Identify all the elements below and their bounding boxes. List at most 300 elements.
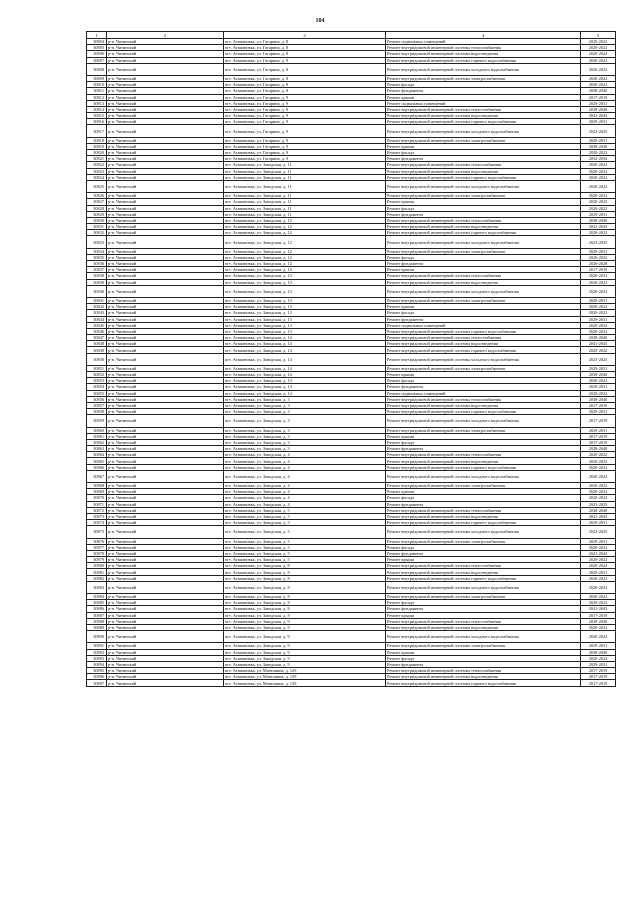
row-number-cell: 30822 — [87, 162, 107, 168]
row-number-cell: 30814 — [87, 106, 107, 112]
row-number-cell: 30817 — [87, 125, 107, 137]
address-cell: пгт. Атамановка, ул. Заводская, д. 13 — [224, 297, 386, 303]
row-number-cell: 30883 — [87, 581, 107, 593]
row-number-cell: 30881 — [87, 569, 107, 575]
address-cell: пгт. Атамановка, ул. Заводская, д. 5 — [224, 507, 386, 513]
row-number-cell: 30867 — [87, 470, 107, 482]
address-cell: пгт. Атамановка, ул. Гагарина, д. 9 — [224, 150, 386, 156]
work-type-cell: Ремонт крыши — [386, 557, 581, 563]
row-number-cell: 30875 — [87, 526, 107, 538]
district-cell: р-н. Читинский — [107, 483, 224, 489]
district-cell: р-н. Читинский — [107, 501, 224, 507]
district-cell: р-н. Читинский — [107, 581, 224, 593]
work-type-cell: Ремонт внутридомовой инженерной системы электроснабжения — [386, 365, 581, 371]
period-cell: 2041-2043 — [581, 606, 616, 612]
period-cell: 2038-2040 — [581, 396, 616, 402]
row-number-cell: 30806 — [87, 51, 107, 57]
row-number-cell: 30812 — [87, 94, 107, 100]
header-cell-1: 1 — [87, 32, 107, 39]
address-cell: пгт. Атамановка, ул. Матюшина, д. 129 — [224, 674, 386, 680]
district-cell: р-н. Читинский — [107, 236, 224, 248]
period-cell: 2017-2019 — [581, 439, 616, 445]
period-cell: 2029-2031 — [581, 100, 616, 106]
district-cell: р-н. Читинский — [107, 279, 224, 285]
row-number-cell: 30848 — [87, 341, 107, 347]
district-cell: р-н. Читинский — [107, 125, 224, 137]
work-type-cell: Ремонт подвальных помещений — [386, 100, 581, 106]
district-cell: р-н. Читинский — [107, 304, 224, 310]
address-cell: пгт. Атамановка, ул. Заводская, д. 5 — [224, 520, 386, 526]
period-cell: 2029-2031 — [581, 248, 616, 254]
row-number-cell: 30804 — [87, 39, 107, 45]
work-type-cell: Ремонт фундамента — [386, 316, 581, 322]
row-number-cell: 30820 — [87, 150, 107, 156]
period-cell: 2020-2022 — [581, 452, 616, 458]
period-cell: 2041-2043 — [581, 341, 616, 347]
work-type-cell: Ремонт крыши — [386, 143, 581, 149]
period-cell: 2020-2022 — [581, 205, 616, 211]
district-cell: р-н. Читинский — [107, 538, 224, 544]
period-cell: 2038-2040 — [581, 618, 616, 624]
work-type-cell: Ремонт внутридомовой инженерной системы горячего водоснабжения — [386, 575, 581, 581]
address-cell: пгт. Атамановка, ул. Заводская, д. 14 — [224, 353, 386, 365]
table-row — [87, 581, 616, 593]
period-cell: 2020-2022 — [581, 63, 616, 75]
work-type-cell: Ремонт фундамента — [386, 156, 581, 162]
row-number-cell: 30878 — [87, 550, 107, 556]
period-cell: 2020-2022 — [581, 310, 616, 316]
address-cell: пгт. Атамановка, ул. Заводская, д. 8 — [224, 612, 386, 618]
period-cell: 2020-2022 — [581, 75, 616, 81]
row-number-cell: 30863 — [87, 446, 107, 452]
period-cell: 2029-2031 — [581, 365, 616, 371]
district-cell: р-н. Читинский — [107, 137, 224, 143]
work-type-cell: Ремонт внутридомовой инженерной системы теплоснабжения — [386, 563, 581, 569]
address-cell: пгт. Атамановка, ул. Гагарина, д. 9 — [224, 113, 386, 119]
address-cell: пгт. Атамановка, ул. Гагарина, д. 8 — [224, 51, 386, 57]
address-cell: пгт. Атамановка, ул. Заводская, д. 3 — [224, 433, 386, 439]
period-cell: 2029-2031 — [581, 137, 616, 143]
district-cell: р-н. Читинский — [107, 156, 224, 162]
district-cell: р-н. Читинский — [107, 612, 224, 618]
address-cell: пгт. Атамановка, ул. Заводская, д. 14 — [224, 372, 386, 378]
district-cell: р-н. Читинский — [107, 353, 224, 365]
work-type-cell: Ремонт внутридомовой инженерной системы электроснабжения — [386, 594, 581, 600]
address-cell: пгт. Атамановка, ул. Заводская, д. 11 — [224, 162, 386, 168]
work-type-cell: Ремонт внутридомовой инженерной системы холодного водоснабжения — [386, 581, 581, 593]
district-cell: р-н. Читинский — [107, 513, 224, 519]
period-cell: 2020-2022 — [581, 174, 616, 180]
period-cell: 2020-2022 — [581, 168, 616, 174]
period-cell: 2020-2022 — [581, 285, 616, 297]
district-cell: р-н. Читинский — [107, 402, 224, 408]
district-cell: р-н. Читинский — [107, 643, 224, 649]
period-cell: 2038-2040 — [581, 217, 616, 223]
work-type-cell: Ремонт внутридомовой инженерной системы водоотведения — [386, 168, 581, 174]
district-cell: р-н. Читинский — [107, 674, 224, 680]
district-cell: р-н. Читинский — [107, 544, 224, 550]
address-cell: пгт. Атамановка, ул. Заводская, д. 8 — [224, 594, 386, 600]
address-cell: пгт. Атамановка, ул. Заводская, д. 3 — [224, 439, 386, 445]
address-cell: пгт. Атамановка, ул. Заводская, д. 8 — [224, 581, 386, 593]
work-type-cell: Ремонт внутридомовой инженерной системы электроснабжения — [386, 297, 581, 303]
address-cell: пгт. Атамановка, ул. Заводская, д. 12 — [224, 230, 386, 236]
district-cell: р-н. Читинский — [107, 267, 224, 273]
district-cell: р-н. Читинский — [107, 248, 224, 254]
address-cell: пгт. Атамановка, ул. Заводская, д. 11 — [224, 180, 386, 192]
address-cell: пгт. Атамановка, ул. Гагарина, д. 8 — [224, 75, 386, 81]
period-cell: 2020-2022 — [581, 390, 616, 396]
district-cell: р-н. Читинский — [107, 594, 224, 600]
work-type-cell: Ремонт подвальных помещений — [386, 390, 581, 396]
district-cell: р-н. Читинский — [107, 557, 224, 563]
row-number-cell: 30879 — [87, 557, 107, 563]
work-type-cell: Ремонт внутридомовой инженерной системы горячего водоснабжения — [386, 520, 581, 526]
address-cell: пгт. Атамановка, ул. Заводская, д. 14 — [224, 365, 386, 371]
row-number-cell: 30805 — [87, 45, 107, 51]
period-cell: 2038-2040 — [581, 649, 616, 655]
work-type-cell: Ремонт внутридомовой инженерной системы водоотведения — [386, 113, 581, 119]
row-number-cell: 30854 — [87, 384, 107, 390]
address-cell: пгт. Атамановка, ул. Заводская, д. 14 — [224, 347, 386, 353]
address-cell: пгт. Атамановка, ул. Заводская, д. 3 — [224, 446, 386, 452]
row-number-cell: 30827 — [87, 199, 107, 205]
work-type-cell: Ремонт внутридомовой инженерной системы электроснабжения — [386, 427, 581, 433]
work-type-cell: Ремонт внутридомовой инженерной системы холодного водоснабжения — [386, 63, 581, 75]
address-cell: пгт. Атамановка, ул. Заводская, д. 13 — [224, 267, 386, 273]
district-cell: р-н. Читинский — [107, 563, 224, 569]
row-number-cell: 30893 — [87, 655, 107, 661]
district-cell: р-н. Читинский — [107, 489, 224, 495]
row-number-cell: 30882 — [87, 575, 107, 581]
work-type-cell: Ремонт внутридомовой инженерной системы теплоснабжения — [386, 45, 581, 51]
district-cell: р-н. Читинский — [107, 378, 224, 384]
period-cell: 2029-2031 — [581, 643, 616, 649]
work-type-cell: Ремонт внутридомовой инженерной системы водоотведения — [386, 674, 581, 680]
work-type-cell: Ремонт внутридомовой инженерной системы электроснабжения — [386, 643, 581, 649]
work-type-cell: Ремонт внутридомовой инженерной системы теплоснабжения — [386, 217, 581, 223]
district-cell: р-н. Читинский — [107, 668, 224, 674]
period-cell: 2020-2022 — [581, 631, 616, 643]
period-cell: 2017-2019 — [581, 402, 616, 408]
district-cell: р-н. Читинский — [107, 150, 224, 156]
address-cell: пгт. Атамановка, ул. Заводская, д. 14 — [224, 341, 386, 347]
address-cell: пгт. Атамановка, ул. Заводская, д. 12 — [224, 248, 386, 254]
row-number-cell: 30872 — [87, 507, 107, 513]
address-cell: пгт. Атамановка, ул. Заводская, д. 4 — [224, 470, 386, 482]
header-row — [87, 32, 616, 39]
period-cell: 2038-2040 — [581, 143, 616, 149]
period-cell: 2017-2019 — [581, 668, 616, 674]
district-cell: р-н. Читинский — [107, 273, 224, 279]
period-cell: 2020-2022 — [581, 458, 616, 464]
row-number-cell: 30849 — [87, 347, 107, 353]
header-cell-5: 5 — [581, 32, 616, 39]
district-cell: р-н. Читинский — [107, 168, 224, 174]
district-cell: р-н. Читинский — [107, 193, 224, 199]
row-number-cell: 30858 — [87, 409, 107, 415]
address-cell: пгт. Атамановка, ул. Заводская, д. 11 — [224, 174, 386, 180]
row-number-cell: 30807 — [87, 57, 107, 63]
district-cell: р-н. Читинский — [107, 661, 224, 667]
district-cell: р-н. Читинский — [107, 507, 224, 513]
period-cell: 2020-2022 — [581, 483, 616, 489]
period-cell: 2023-2025 — [581, 526, 616, 538]
address-cell: пгт. Атамановка, ул. Заводская, д. 8 — [224, 600, 386, 606]
address-cell: пгт. Атамановка, ул. Заводская, д. 3 — [224, 409, 386, 415]
period-cell: 2041-2043 — [581, 113, 616, 119]
address-cell: пгт. Атамановка, ул. Заводская, д. 13 — [224, 316, 386, 322]
district-cell: р-н. Читинский — [107, 433, 224, 439]
address-cell: пгт. Атамановка, ул. Заводская, д. 4 — [224, 483, 386, 489]
period-cell: 2020-2022 — [581, 557, 616, 563]
row-number-cell: 30819 — [87, 143, 107, 149]
work-type-cell: Ремонт внутридомовой инженерной системы горячего водоснабжения — [386, 409, 581, 415]
row-number-cell: 30828 — [87, 205, 107, 211]
address-cell: пгт. Атамановка, ул. Гагарина, д. 9 — [224, 156, 386, 162]
address-cell: пгт. Атамановка, ул. Заводская, д. 11 — [224, 199, 386, 205]
row-number-cell: 30851 — [87, 365, 107, 371]
work-type-cell: Ремонт крыши — [386, 372, 581, 378]
period-cell: 2029-2031 — [581, 384, 616, 390]
address-cell: пгт. Атамановка, ул. Заводская, д. 9 — [224, 643, 386, 649]
period-cell: 2020-2022 — [581, 594, 616, 600]
row-number-cell: 30857 — [87, 402, 107, 408]
district-cell: р-н. Читинский — [107, 335, 224, 341]
district-cell: р-н. Читинский — [107, 39, 224, 45]
work-type-cell: Ремонт внутридомовой инженерной системы теплоснабжения — [386, 452, 581, 458]
table-row — [87, 180, 616, 192]
period-cell: 2029-2031 — [581, 316, 616, 322]
period-cell: 2020-2022 — [581, 378, 616, 384]
address-cell: пгт. Атамановка, ул. Заводская, д. 13 — [224, 304, 386, 310]
district-cell: р-н. Читинский — [107, 297, 224, 303]
work-type-cell: Ремонт фундамента — [386, 384, 581, 390]
address-cell: пгт. Атамановка, ул. Гагарина, д. 9 — [224, 106, 386, 112]
row-number-cell: 30815 — [87, 113, 107, 119]
work-type-cell: Ремонт внутридомовой инженерной системы горячего водоснабжения — [386, 328, 581, 334]
work-type-cell: Ремонт крыши — [386, 433, 581, 439]
row-number-cell: 30841 — [87, 297, 107, 303]
period-cell: 2020-2022 — [581, 150, 616, 156]
address-cell: пгт. Атамановка, ул. Заводская, д. 8 — [224, 606, 386, 612]
row-number-cell: 30866 — [87, 464, 107, 470]
period-cell: 2020-2022 — [581, 575, 616, 581]
address-cell: пгт. Атамановка, ул. Заводская, д. 5 — [224, 538, 386, 544]
period-cell: 2020-2022 — [581, 600, 616, 606]
period-cell: 2041-2043 — [581, 550, 616, 556]
row-number-cell: 30846 — [87, 328, 107, 334]
period-cell: 2041-2043 — [581, 513, 616, 519]
row-number-cell: 30871 — [87, 501, 107, 507]
address-cell: пгт. Атамановка, ул. Заводская, д. 3 — [224, 415, 386, 427]
period-cell: 2020-2022 — [581, 45, 616, 51]
district-cell: р-н. Читинский — [107, 261, 224, 267]
work-type-cell: Ремонт внутридомовой инженерной системы холодного водоснабжения — [386, 631, 581, 643]
row-number-cell: 30887 — [87, 612, 107, 618]
period-cell: 2038-2040 — [581, 335, 616, 341]
district-cell: р-н. Читинский — [107, 409, 224, 415]
district-cell: р-н. Читинский — [107, 458, 224, 464]
address-cell: пгт. Атамановка, ул. Заводская, д. 9 — [224, 649, 386, 655]
district-cell: р-н. Читинский — [107, 211, 224, 217]
address-cell: пгт. Атамановка, ул. Заводская, д. 13 — [224, 273, 386, 279]
row-number-cell: 30868 — [87, 483, 107, 489]
period-cell: 2020-2022 — [581, 464, 616, 470]
work-type-cell: Ремонт фасада — [386, 254, 581, 260]
row-number-cell: 30892 — [87, 649, 107, 655]
work-type-cell: Ремонт внутридомовой инженерной системы электроснабжения — [386, 75, 581, 81]
district-cell: р-н. Читинский — [107, 94, 224, 100]
period-cell: 2020-2022 — [581, 162, 616, 168]
period-cell: 2029-2031 — [581, 297, 616, 303]
work-type-cell: Ремонт внутридомовой инженерной системы холодного водоснабжения — [386, 125, 581, 137]
address-cell: пгт. Атамановка, ул. Заводская, д. 11 — [224, 211, 386, 217]
work-type-cell: Ремонт крыши — [386, 267, 581, 273]
table-body — [87, 39, 616, 687]
address-cell: пгт. Атамановка, ул. Заводская, д. 5 — [224, 550, 386, 556]
district-cell: р-н. Читинский — [107, 285, 224, 297]
work-type-cell: Ремонт фасада — [386, 82, 581, 88]
address-cell: пгт. Атамановка, ул. Заводская, д. 4 — [224, 489, 386, 495]
district-cell: р-н. Читинский — [107, 205, 224, 211]
row-number-cell: 30816 — [87, 119, 107, 125]
period-cell: 2020-2022 — [581, 199, 616, 205]
address-cell: пгт. Атамановка, ул. Гагарина, д. 9 — [224, 94, 386, 100]
row-number-cell: 30855 — [87, 390, 107, 396]
work-type-cell: Ремонт внутридомовой инженерной системы водоотведения — [386, 513, 581, 519]
work-type-cell: Ремонт внутридомовой инженерной системы водоотведения — [386, 402, 581, 408]
work-type-cell: Ремонт внутридомовой инженерной системы теплоснабжения — [386, 162, 581, 168]
district-cell: р-н. Читинский — [107, 57, 224, 63]
address-cell: пгт. Атамановка, ул. Заводская, д. 4 — [224, 495, 386, 501]
address-cell: пгт. Атамановка, ул. Заводская, д. 12 — [224, 261, 386, 267]
row-number-cell: 30865 — [87, 458, 107, 464]
period-cell: 2029-2031 — [581, 119, 616, 125]
period-cell: 2017-2019 — [581, 94, 616, 100]
period-cell: 2029-2031 — [581, 661, 616, 667]
header-cell-3: 3 — [224, 32, 386, 39]
district-cell: р-н. Читинский — [107, 254, 224, 260]
row-number-cell: 30873 — [87, 513, 107, 519]
period-cell: 2020-2022 — [581, 655, 616, 661]
period-cell: 2020-2022 — [581, 39, 616, 45]
address-cell: пгт. Атамановка, ул. Заводская, д. 9 — [224, 655, 386, 661]
work-type-cell: Ремонт внутридомовой инженерной системы электроснабжения — [386, 483, 581, 489]
address-cell: пгт. Атамановка, ул. Заводская, д. 3 — [224, 396, 386, 402]
period-cell: 2038-2040 — [581, 446, 616, 452]
row-number-cell: 30811 — [87, 88, 107, 94]
period-cell: 2017-2019 — [581, 612, 616, 618]
row-number-cell: 30833 — [87, 236, 107, 248]
address-cell: пгт. Атамановка, ул. Гагарина, д. 9 — [224, 119, 386, 125]
work-type-cell: Ремонт крыши — [386, 649, 581, 655]
district-cell: р-н. Читинский — [107, 230, 224, 236]
row-number-cell: 30826 — [87, 193, 107, 199]
work-type-cell: Ремонт фасада — [386, 655, 581, 661]
district-cell: р-н. Читинский — [107, 569, 224, 575]
work-type-cell: Ремонт внутридомовой инженерной системы водоотведения — [386, 624, 581, 630]
row-number-cell: 30891 — [87, 643, 107, 649]
work-type-cell: Ремонт фасада — [386, 544, 581, 550]
row-number-cell: 30823 — [87, 168, 107, 174]
row-number-cell: 30859 — [87, 415, 107, 427]
work-type-cell: Ремонт фундамента — [386, 606, 581, 612]
work-type-cell: Ремонт внутридомовой инженерной системы водоотведения — [386, 51, 581, 57]
work-type-cell: Ремонт внутридомовой инженерной системы теплоснабжения — [386, 507, 581, 513]
row-number-cell: 30852 — [87, 372, 107, 378]
work-type-cell: Ремонт подвальных помещений — [386, 39, 581, 45]
address-cell: пгт. Атамановка, ул. Заводская, д. 13 — [224, 285, 386, 297]
table-row — [87, 526, 616, 538]
work-type-cell: Ремонт внутридомовой инженерной системы холодного водоснабжения — [386, 415, 581, 427]
address-cell: пгт. Атамановка, ул. Гагарина, д. 8 — [224, 45, 386, 51]
address-cell: пгт. Атамановка, ул. Заводская, д. 5 — [224, 526, 386, 538]
row-number-cell: 30853 — [87, 378, 107, 384]
row-number-cell: 30837 — [87, 267, 107, 273]
district-cell: р-н. Читинский — [107, 624, 224, 630]
address-cell: пгт. Атамановка, ул. Заводская, д. 11 — [224, 193, 386, 199]
row-number-cell: 30836 — [87, 261, 107, 267]
work-type-cell: Ремонт внутридомовой инженерной системы водоотведения — [386, 279, 581, 285]
work-type-cell: Ремонт внутридомовой инженерной системы холодного водоснабжения — [386, 526, 581, 538]
work-type-cell: Ремонт внутридомовой инженерной системы холодного водоснабжения — [386, 236, 581, 248]
work-type-cell: Ремонт внутридомовой инженерной системы горячего водоснабжения — [386, 347, 581, 353]
page-number: 104 — [315, 18, 325, 24]
district-cell: р-н. Читинский — [107, 322, 224, 328]
district-cell: р-н. Читинский — [107, 470, 224, 482]
district-cell: р-н. Читинский — [107, 162, 224, 168]
work-type-cell: Ремонт внутридомовой инженерной системы теплоснабжения — [386, 335, 581, 341]
row-number-cell: 30825 — [87, 180, 107, 192]
address-cell: пгт. Атамановка, ул. Гагарина, д. 8 — [224, 57, 386, 63]
table-row — [87, 470, 616, 482]
period-cell: 2029-2031 — [581, 211, 616, 217]
work-type-cell: Ремонт фундамента — [386, 661, 581, 667]
row-number-cell: 30888 — [87, 618, 107, 624]
address-cell: пгт. Атамановка, ул. Заводская, д. 11 — [224, 168, 386, 174]
address-cell: пгт. Атамановка, ул. Заводская, д. 4 — [224, 501, 386, 507]
work-type-cell: Ремонт внутридомовой инженерной системы горячего водоснабжения — [386, 464, 581, 470]
work-type-cell: Ремонт подвальных помещений — [386, 322, 581, 328]
district-cell: р-н. Читинский — [107, 415, 224, 427]
district-cell: р-н. Читинский — [107, 655, 224, 661]
district-cell: р-н. Читинский — [107, 550, 224, 556]
row-number-cell: 30821 — [87, 156, 107, 162]
row-number-cell: 30884 — [87, 594, 107, 600]
work-type-cell: Ремонт внутридомовой инженерной системы теплоснабжения — [386, 273, 581, 279]
address-cell: пгт. Атамановка, ул. Заводская, д. 4 — [224, 452, 386, 458]
address-cell: пгт. Атамановка, ул. Гагарина, д. 9 — [224, 125, 386, 137]
table-row — [87, 63, 616, 75]
district-cell: р-н. Читинский — [107, 174, 224, 180]
address-cell: пгт. Атамановка, ул. Заводская, д. 14 — [224, 384, 386, 390]
period-cell: 2017-2019 — [581, 433, 616, 439]
row-number-cell: 30864 — [87, 452, 107, 458]
district-cell: р-н. Читинский — [107, 600, 224, 606]
address-cell: пгт. Атамановка, ул. Заводская, д. 9 — [224, 618, 386, 624]
period-cell: 2020-2022 — [581, 470, 616, 482]
address-cell: пгт. Атамановка, ул. Заводская, д. 11 — [224, 205, 386, 211]
header-cell-2: 2 — [107, 32, 224, 39]
period-cell: 2020-2022 — [581, 193, 616, 199]
work-type-cell: Ремонт внутридомовой инженерной системы водоотведения — [386, 569, 581, 575]
row-number-cell: 30818 — [87, 137, 107, 143]
district-cell: р-н. Читинский — [107, 427, 224, 433]
row-number-cell: 30834 — [87, 248, 107, 254]
work-type-cell: Ремонт внутридомовой инженерной системы горячего водоснабжения — [386, 57, 581, 63]
row-number-cell: 30845 — [87, 322, 107, 328]
